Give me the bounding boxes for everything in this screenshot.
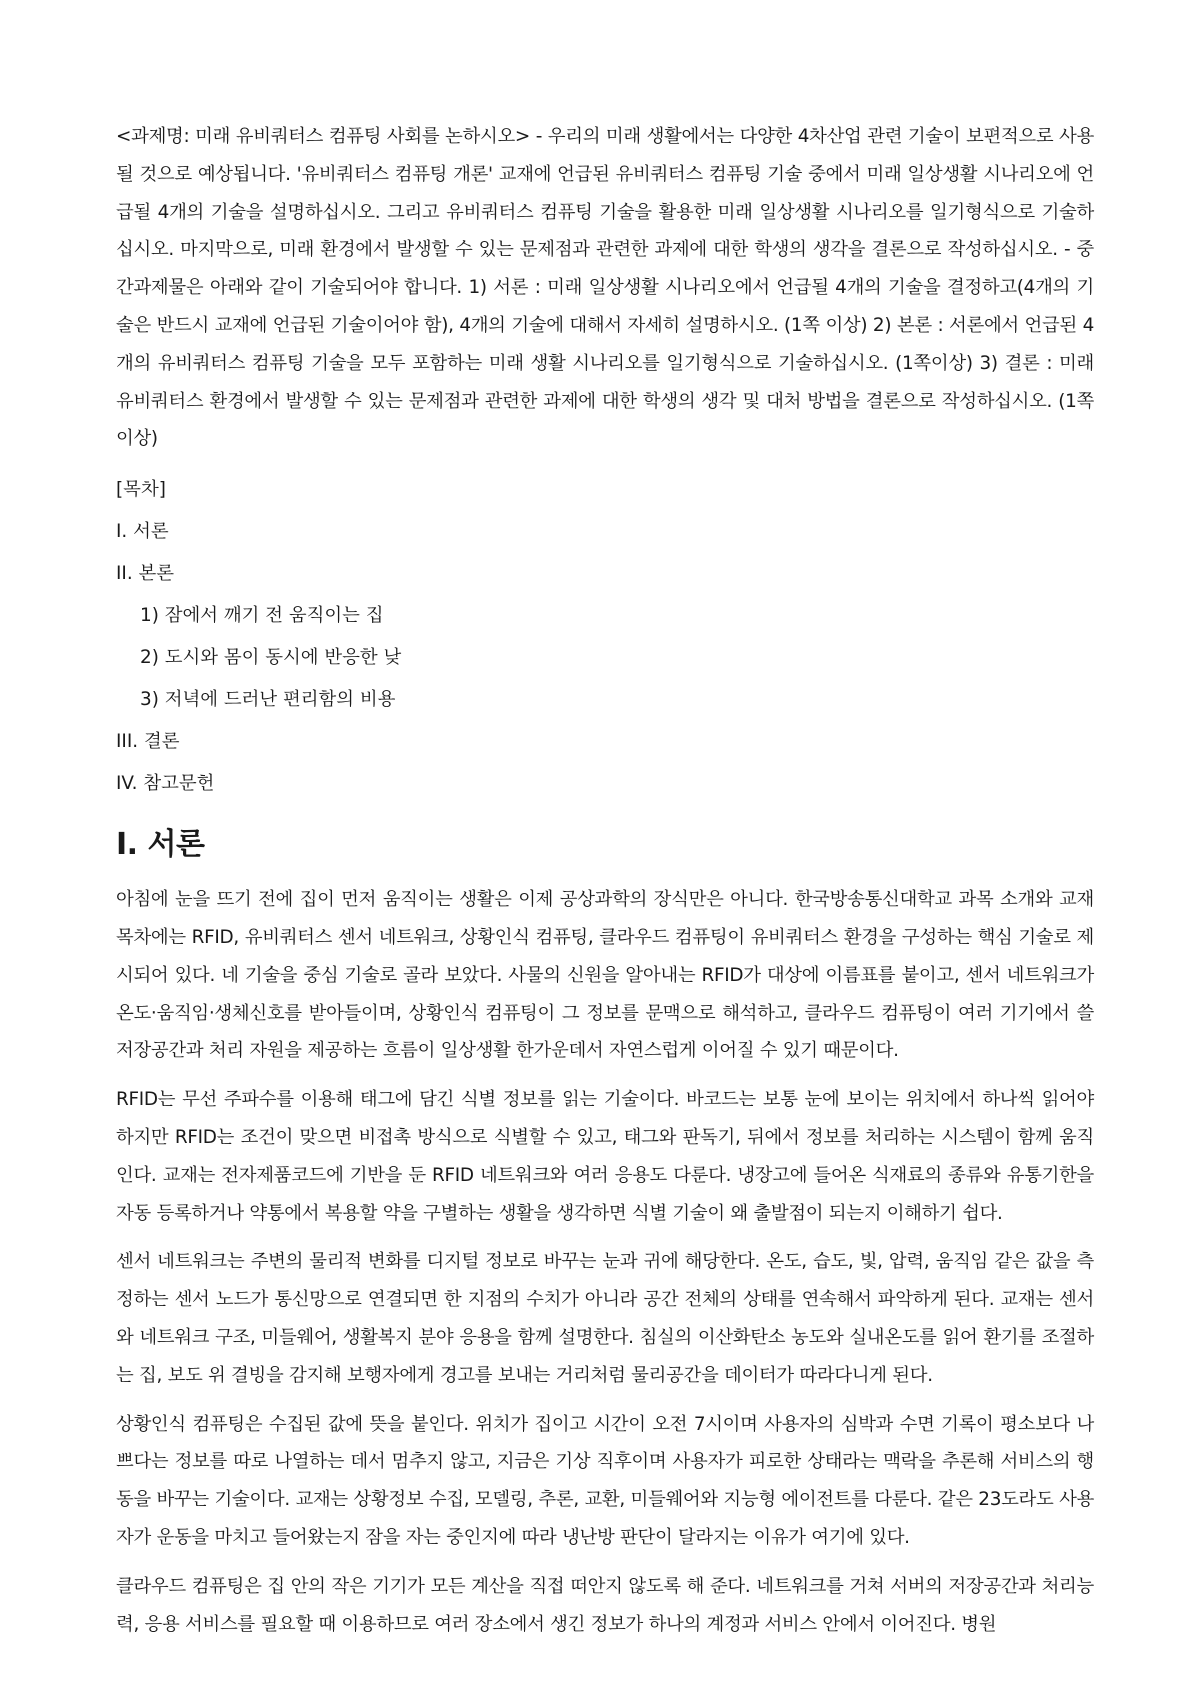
toc-heading: [목차] [116,479,166,501]
toc-item-body: II. 본론 [116,563,175,585]
table-of-contents [116,469,1094,805]
intro-paragraph: 아침에 눈을 뜨기 전에 집이 먼저 움직이는 생활은 이제 공상과학의 장식만은 아니다. 한국방송통신대학교 과목 소개와 교재 목차에는 RFID, 유비쿼터스 센서 네트워크, 상황인식 컴퓨팅, 클라우드 컴퓨팅이 유비쿼터스 환경을 구성하는 핵심 기술로 제시되어 있다. 네 기술을 중심 기술로 골라 보았다. 사물의 신원을 알아내는 RFID가 대상에 이름표를 붙이고, 센서 네트워크가 온도·움직임·생체신호를 받아들이며, 상황인식 컴퓨팅이 그 정보를 문맥으로 해석하고, 클라우드 컴퓨팅이 여러 기기에서 쓸 저장공간과 처리 자원을 제공하는 흐름이 일상생활 한가운데서 자연스럽게 이어질 수 있기 때문이다. [116,889,1094,1062]
toc-item-introduction: I. 서론 [116,521,169,543]
toc-subitem-daytime: 2) 도시와 몸이 동시에 반응한 낮 [140,647,402,669]
rfid-paragraph: RFID는 무선 주파수를 이용해 태그에 담긴 식별 정보를 읽는 기술이다. 바코드는 보통 눈에 보이는 위치에서 하나씩 읽어야 하지만 RFID는 조건이 맞으면 비접촉 방식으로 식별할 수 있고, 태그와 판독기, 뒤에서 정보를 처리하는 시스템이 함께 움직인다. 교재는 전자제품코드에 기반을 둔 RFID 네트워크와 여러 응용도 다룬다. 냉장고에 들어온 식재료의 종류와 유통기한을 자동 등록하거나 약통에서 복용할 약을 구별하는 생활을 생각하면 식별 기술이 왜 출발점이 되는지 이해하기 쉽다. [116,1089,1094,1224]
toc-subitem-morning: 1) 잠에서 깨기 전 움직이는 집 [140,605,384,627]
toc-list [116,511,1094,805]
context-aware-paragraph: 상황인식 컴퓨팅은 수집된 값에 뜻을 붙인다. 위치가 집이고 시간이 오전 7시이며 사용자의 심박과 수면 기록이 평소보다 나쁘다는 정보를 따로 나열하는 데서 멈추지 않고, 지금은 기상 직후이며 사용자가 피로한 상태라는 맥락을 추론해 서비스의 행동을 바꾸는 기술이다. 교재는 상황정보 수집, 모델링, 추론, 교환, 미들웨어와 지능형 에이전트를 다룬다. 같은 23도라도 사용자가 운동을 마치고 들어왔는지 잠을 자는 중인지에 따라 냉난방 판단이 달라지는 이유가 여기에 있다. [116,1413,1094,1548]
cloud-computing-paragraph: 클라우드 컴퓨팅은 집 안의 작은 기기가 모든 계산을 직접 떠안지 않도록 해 준다. 네트워크를 거쳐 서버의 저장공간과 처리능력, 응용 서비스를 필요할 때 이용하므로 여러 장소에서 생긴 정보가 하나의 계정과 서비스 안에서 이어진다. 병원 [116,1575,1094,1635]
sensor-network-paragraph: 센서 네트워크는 주변의 물리적 변화를 디지털 정보로 바꾸는 눈과 귀에 해당한다. 온도, 습도, 빛, 압력, 움직임 같은 값을 측정하는 센서 노드가 통신망으로 연결되면 한 지점의 수치가 아니라 공간 전체의 상태를 연속해서 파악하게 된다. 교재는 센서와 네트워크 구조, 미들웨어, 생활복지 분야 응용을 함께 설명한다. 침실의 이산화탄소 농도와 실내온도를 읽어 환기를 조절하는 집, 보도 위 결빙을 감지해 보행자에게 경고를 보내는 거리처럼 물리공간을 데이터가 따라다니게 된다. [116,1251,1094,1386]
toc-item-conclusion: III. 결론 [116,731,180,753]
toc-item-references: IV. 참고문헌 [116,773,215,795]
assignment-description: <과제명: 미래 유비쿼터스 컴퓨팅 사회를 논하시오> - 우리의 미래 생활에서는 다양한 4차산업 관련 기술이 보편적으로 사용될 것으로 예상됩니다. '유비쿼터스 컴퓨팅 개론' 교재에 언급된 유비쿼터스 컴퓨팅 기술 중에서 미래 일상생활 시나리오에 언급될 4개의 기술을 설명하십시오. 그리고 유비쿼터스 컴퓨팅 기술을 활용한 미래 일상생활 시나리오를 일기형식으로 기술하십시오. 마지막으로, 미래 환경에서 발생할 수 있는 문제점과 관련한 과제에 대한 학생의 생각을 결론으로 작성하십시오. - 중간과제물은 아래와 같이 기술되어야 합니다. 1) 서론 : 미래 일상생활 시나리오에서 언급될 4개의 기술을 결정하고(4개의 기술은 반드시 교재에 언급된 기술이어야 함), 4개의 기술에 대해서 자세히 설명하시오. (1쪽 이상) 2) 본론 : 서론에서 언급된 4개의 유비쿼터스 컴퓨팅 기술을 모두 포함하는 미래 생활 시나리오를 일기형식으로 기술하십시오. (1쪽이상) 3) 결론 : 미래 유비쿼터스 환경에서 발생할 수 있는 문제점과 관련한 과제에 대한 학생의 생각 및 대처 방법을 결론으로 작성하십시오. (1쪽 이상) [116,126,1094,450]
section-title-introduction: I. 서론 [116,827,205,863]
toc-subitem-evening: 3) 저녁에 드러난 편리함의 비용 [140,689,396,711]
